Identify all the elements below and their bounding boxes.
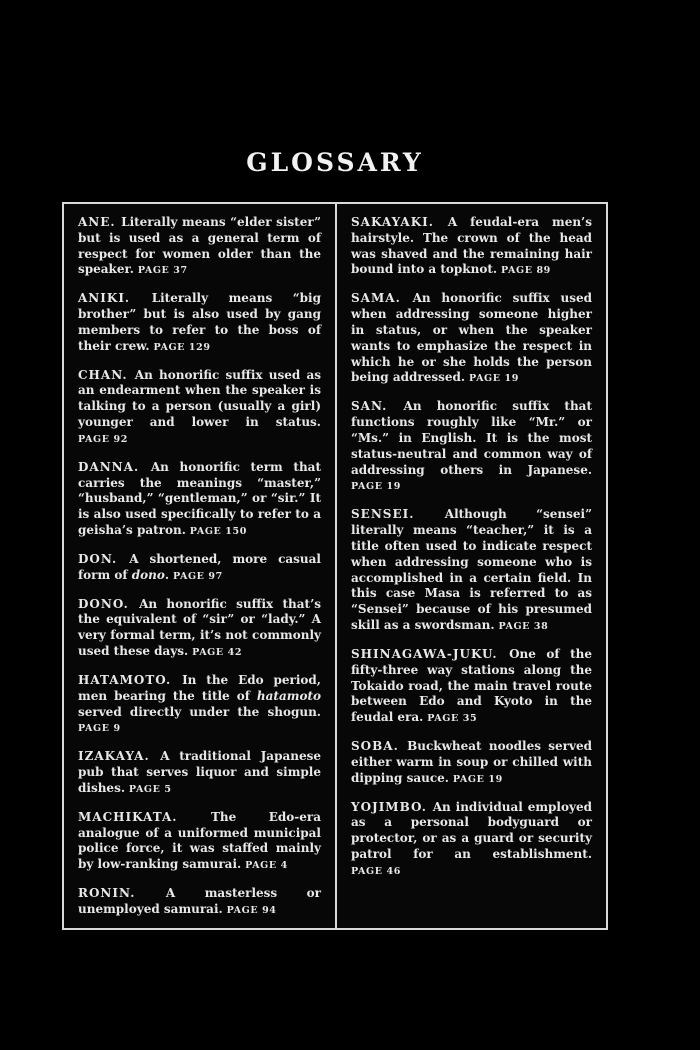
page-reference: PAGE 19 [448, 773, 503, 785]
glossary-term: DANNA. [78, 459, 151, 474]
glossary-entry [351, 291, 592, 386]
glossary-definition-text: An individual employed as a personal bodyguard or protector, or as a guard or security patrol for an establishment. [351, 799, 592, 861]
glossary-entry [78, 291, 321, 354]
page-reference: PAGE 97 [169, 570, 223, 582]
glossary-term: SAKAYAKI. [351, 215, 448, 229]
glossary-entry [78, 749, 321, 796]
glossary-entry [78, 810, 321, 873]
page-reference: PAGE 92 [78, 433, 128, 445]
glossary-definition-text: Although “sensei” literally means “teacher,” it is a title often used to indicate respect when addressing someone who is accomplished in a certain field. In this case Masa is referred to as “Sensei” because of his presumed skill as a swordsman. [351, 507, 592, 633]
glossary-definition-text: A feudal-era men’s hairstyle. The crown of the head was shaved and the remaining hair bound into a topknot. [351, 215, 592, 277]
glossary-definition-text: An honorific suffix used as an endearment when the speaker is talking to a person (usually a girl) younger and lower in status. [78, 367, 321, 430]
glossary-definition-italic: dono [131, 567, 165, 582]
page-reference: PAGE 94 [222, 904, 277, 916]
glossary-definition-text: Buckwheat noodles served either warm in soup or chilled with dipping sauce. [351, 739, 592, 785]
glossary-column-right [335, 204, 606, 928]
glossary-definition-text: An honorific suffix used when addressing someone higher in status, or when the speaker wants to emphasize the respect in which he or she holds the person being addressed. [351, 291, 592, 385]
glossary-definition-text: Literally means “elder sister” but is used as a general term of respect for women older than the speaker. [78, 215, 321, 277]
glossary-term: DONO. [78, 596, 140, 611]
glossary-entry [78, 552, 321, 584]
glossary-entry [78, 886, 321, 918]
glossary-term: CHAN. [78, 367, 135, 382]
page-reference: PAGE 19 [351, 481, 401, 493]
page-reference: PAGE 46 [351, 865, 401, 877]
glossary-definition-text: A traditional Japanese pub that serves liquor and simple dishes. [78, 749, 321, 795]
page-title: GLOSSARY [246, 148, 424, 177]
glossary-entry [351, 647, 592, 726]
glossary-definition-text: served directly under the shogun. [78, 704, 321, 719]
glossary-column-left [64, 204, 335, 928]
page-reference: PAGE 19 [465, 373, 519, 385]
glossary-definition-text: A masterless or unemployed samurai. [78, 885, 321, 916]
glossary-entry [351, 800, 592, 879]
glossary-term: SHINAGAWA-JUKU. [351, 646, 510, 661]
glossary-definition-text: . [164, 567, 170, 582]
page-reference: PAGE 9 [78, 723, 121, 735]
glossary-definition-text: In the Edo period, men bearing the title of [78, 672, 321, 703]
glossary-term: SOBA. [351, 739, 408, 754]
page-reference: PAGE 89 [497, 265, 551, 277]
glossary-definition-text: A shortened, more casual form of [78, 551, 321, 582]
page-reference: PAGE 35 [423, 713, 478, 725]
glossary-term: SAN. [351, 399, 404, 414]
page-reference: PAGE 129 [149, 341, 211, 353]
glossary-definition-text: One of the fifty-three way stations along the Tokaido road, the main travel route between Edo and Kyoto in the feudal era. [351, 646, 592, 725]
page-reference: PAGE 37 [133, 265, 188, 277]
glossary-entry [78, 597, 321, 660]
page-reference: PAGE 4 [241, 860, 288, 872]
glossary-term: DON. [78, 551, 130, 566]
glossary-term: HATAMOTO. [78, 672, 183, 687]
page-reference: PAGE 150 [185, 526, 247, 538]
glossary-box [62, 202, 608, 930]
glossary-term: ANE. [78, 215, 122, 229]
glossary-definition-text: The Edo-era analogue of a uniformed municipal police force, it was staffed mainly by low-ranking samurai. [78, 809, 321, 872]
page-reference: PAGE 38 [494, 621, 549, 633]
glossary-definition-text: An honorific term that carries the meanings “master,” “husband,” “gentleman,” or “sir.” It is also used specifically to refer to a geisha’s patron. [78, 459, 321, 538]
glossary-entry [78, 215, 321, 278]
glossary-entry [351, 215, 592, 278]
glossary-term: SENSEI. [351, 507, 445, 522]
glossary-definition-text: An honorific suffix that functions roughly like “Mr.” or “Ms.” in English. It is the most status-neutral and common way of addressing others in Japanese. [351, 399, 592, 477]
glossary-entry [351, 399, 592, 494]
glossary-entry [78, 460, 321, 539]
glossary-definition-text: Literally means “big brother” but is also used by gang members to refer to the boss of their crew. [78, 291, 322, 353]
glossary-entry [78, 673, 321, 736]
glossary-term: MACHIKATA. [78, 809, 211, 824]
glossary-term: SAMA. [351, 291, 413, 306]
glossary-entry [351, 507, 592, 634]
glossary-term: ANIKI. [78, 291, 152, 306]
glossary-term: IZAKAYA. [78, 749, 161, 764]
page-reference: PAGE 5 [125, 783, 172, 795]
glossary-definition-italic: hatamoto [256, 688, 321, 703]
page-reference: PAGE 42 [188, 647, 243, 659]
glossary-entry [78, 368, 321, 447]
glossary-entry [351, 739, 592, 786]
glossary-term: YOJIMBO. [351, 799, 433, 814]
glossary-definition-text: An honorific suffix that’s the equivalent of “sir” or “lady.” A very formal term, it’s not commonly used these days. [78, 596, 321, 659]
glossary-term: RONIN. [78, 885, 166, 900]
